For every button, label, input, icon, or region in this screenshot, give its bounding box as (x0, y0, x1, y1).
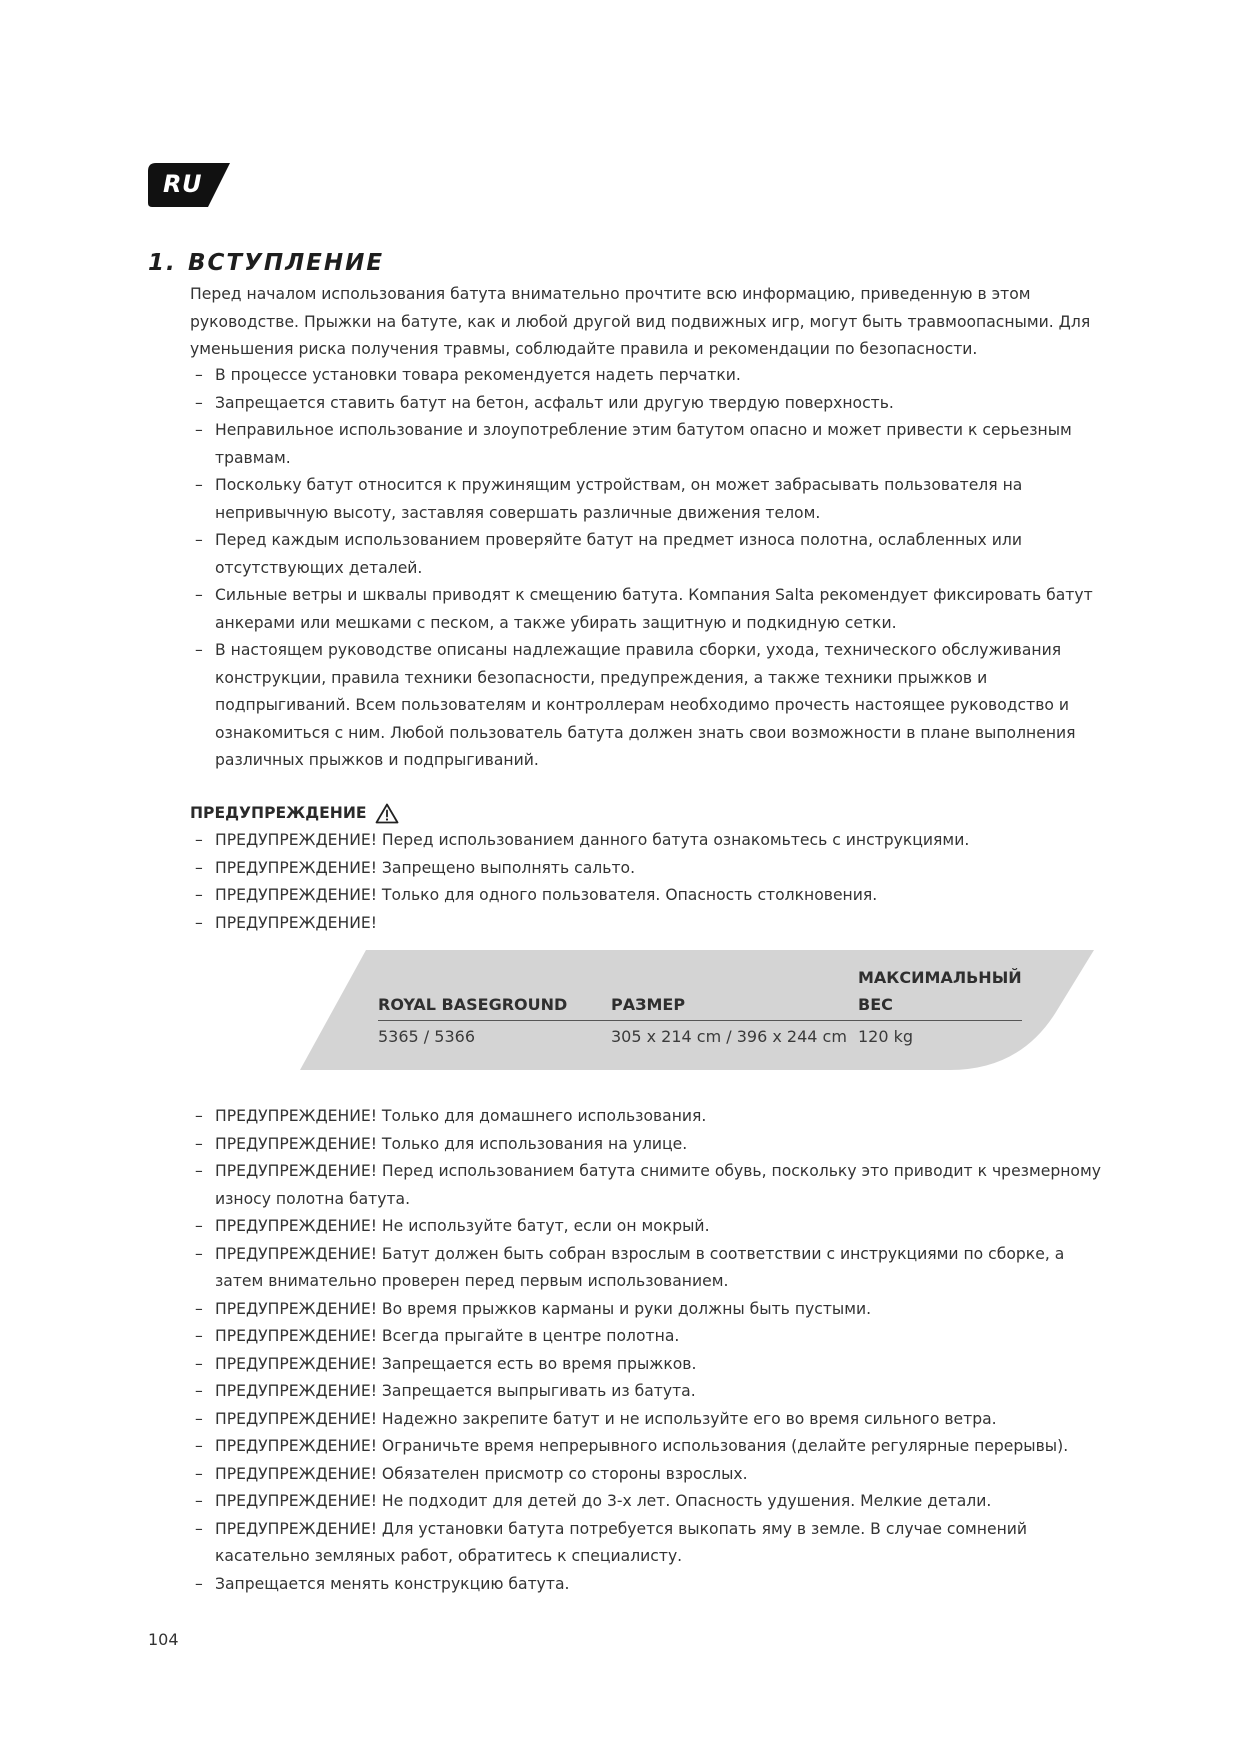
intro-paragraph: Перед началом использования батута внимательно прочтите всю информацию, приведенную в этом руководстве. Прыжки на батуте, как и любой другой вид подвижных игр, могут быть травмоопасными. Для уменьшения риска получения травмы, соблюдайте правила и рекомендации по безопасности. (190, 285, 1091, 358)
spec-cell-model: 5365 / 5366 (378, 1027, 475, 1046)
list-item: – ПРЕДУПРЕЖДЕНИЕ! Перед использованием батута снимите обувь, поскольку это приводит к чрезмерному износу полотна батута. (184, 1158, 1110, 1213)
list-item: – ПРЕДУПРЕЖДЕНИЕ! (184, 910, 1110, 938)
list-item: – Неправильное использование и злоупотребление этим батутом опасно и может привести к серьезным травмам. (184, 417, 1110, 472)
warnings-top-list (190, 827, 1110, 937)
list-item: – ПРЕДУПРЕЖДЕНИЕ! Только для одного пользователя. Опасность столкновения. (184, 882, 1110, 910)
warning-heading-text: ПРЕДУПРЕЖДЕНИЕ (190, 804, 367, 822)
language-badge (148, 163, 230, 207)
page-number: 104 (148, 1630, 179, 1649)
spec-header-max-weight: МАКСИМАЛЬНЫЙ ВЕС (858, 964, 1022, 1021)
spec-cell-size: 305 x 214 cm / 396 x 244 cm (611, 1027, 847, 1046)
list-item: – Перед каждым использованием проверяйте батут на предмет износа полотна, ослабленных или отсутствующих деталей. (184, 527, 1110, 582)
intro-list (190, 362, 1110, 775)
section-title (148, 250, 384, 276)
list-item: – ПРЕДУПРЕЖДЕНИЕ! Не подходит для детей до 3-х лет. Опасность удушения. Мелкие детали. (184, 1488, 1110, 1516)
list-item: – ПРЕДУПРЕЖДЕНИЕ! Только для использования на улице. (184, 1131, 1110, 1159)
spec-header-size: РАЗМЕР (611, 964, 858, 1021)
spec-table-panel (300, 950, 1100, 1070)
table-row (378, 1021, 1022, 1050)
warnings-bottom-list (190, 1103, 1110, 1598)
list-item: – ПРЕДУПРЕЖДЕНИЕ! Перед использованием данного батута ознакомьтесь с инструкциями. (184, 827, 1110, 855)
spec-table-header-row (378, 964, 1022, 1021)
spec-cell-max-weight: 120 kg (858, 1027, 914, 1046)
list-item: – Поскольку батут относится к пружинящим устройствам, он может забрасывать пользователя на непривычную высоту, заставляя совершать различные движения телом. (184, 472, 1110, 527)
spec-table (378, 964, 1022, 1049)
list-item: – ПРЕДУПРЕЖДЕНИЕ! Ограничьте время непрерывного использования (делайте регулярные перерывы). (184, 1433, 1110, 1461)
list-item: – ПРЕДУПРЕЖДЕНИЕ! Батут должен быть собран взрослым в соответствии с инструкциями по сборке, а затем внимательно проверен перед первым использованием. (184, 1241, 1110, 1296)
list-item: – Запрещается менять конструкцию батута. (184, 1571, 1110, 1599)
list-item: – ПРЕДУПРЕЖДЕНИЕ! Запрещено выполнять сальто. (184, 855, 1110, 883)
language-badge-label: RU (163, 170, 202, 198)
list-item: – ПРЕДУПРЕЖДЕНИЕ! Надежно закрепите батут и не используйте его во время сильного ветра. (184, 1406, 1110, 1434)
list-item: – ПРЕДУПРЕЖДЕНИЕ! Запрещается выпрыгивать из батута. (184, 1378, 1110, 1406)
list-item: – Запрещается ставить батут на бетон, асфальт или другую твердую поверхность. (184, 390, 1110, 418)
list-item: – Сильные ветры и шквалы приводят к смещению батута. Компания Salta рекомендует фиксировать батут анкерами или мешками с песком, а также убирать защитную и подкидную сетки. (184, 582, 1110, 637)
list-item: – ПРЕДУПРЕЖДЕНИЕ! Во время прыжков карманы и руки должны быть пустыми. (184, 1296, 1110, 1324)
section-number: 1. (148, 250, 177, 276)
list-item: – ПРЕДУПРЕЖДЕНИЕ! Запрещается есть во время прыжков. (184, 1351, 1110, 1379)
warning-triangle-icon (375, 803, 399, 824)
list-item: – ПРЕДУПРЕЖДЕНИЕ! Для установки батута потребуется выкопать яму в земле. В случае сомнений касательно земляных работ, обратитесь к специалисту. (184, 1516, 1110, 1571)
list-item: – ПРЕДУПРЕЖДЕНИЕ! Только для домашнего использования. (184, 1103, 1110, 1131)
spec-header-model: ROYAL BASEGROUND (378, 964, 611, 1021)
list-item: – ПРЕДУПРЕЖДЕНИЕ! Обязателен присмотр со стороны взрослых. (184, 1461, 1110, 1489)
warning-heading (190, 800, 399, 826)
list-item: – В настоящем руководстве описаны надлежащие правила сборки, ухода, технического обслуживания конструкции, правила техники безопасности, предупреждения, а также техники прыжков и подпрыгиваний. Всем пользователям и контроллерам необходимо прочесть настоящее руководство и ознакомиться с ним. Любой пользователь батута должен знать свои возможности в плане выполнения различных прыжков и подпрыгиваний. (184, 637, 1110, 775)
list-item: – В процессе установки товара рекомендуется надеть перчатки. (184, 362, 1110, 390)
section-title-text: ВСТУПЛЕНИЕ (188, 250, 385, 276)
list-item: – ПРЕДУПРЕЖДЕНИЕ! Не используйте батут, если он мокрый. (184, 1213, 1110, 1241)
list-item: – ПРЕДУПРЕЖДЕНИЕ! Всегда прыгайте в центре полотна. (184, 1323, 1110, 1351)
